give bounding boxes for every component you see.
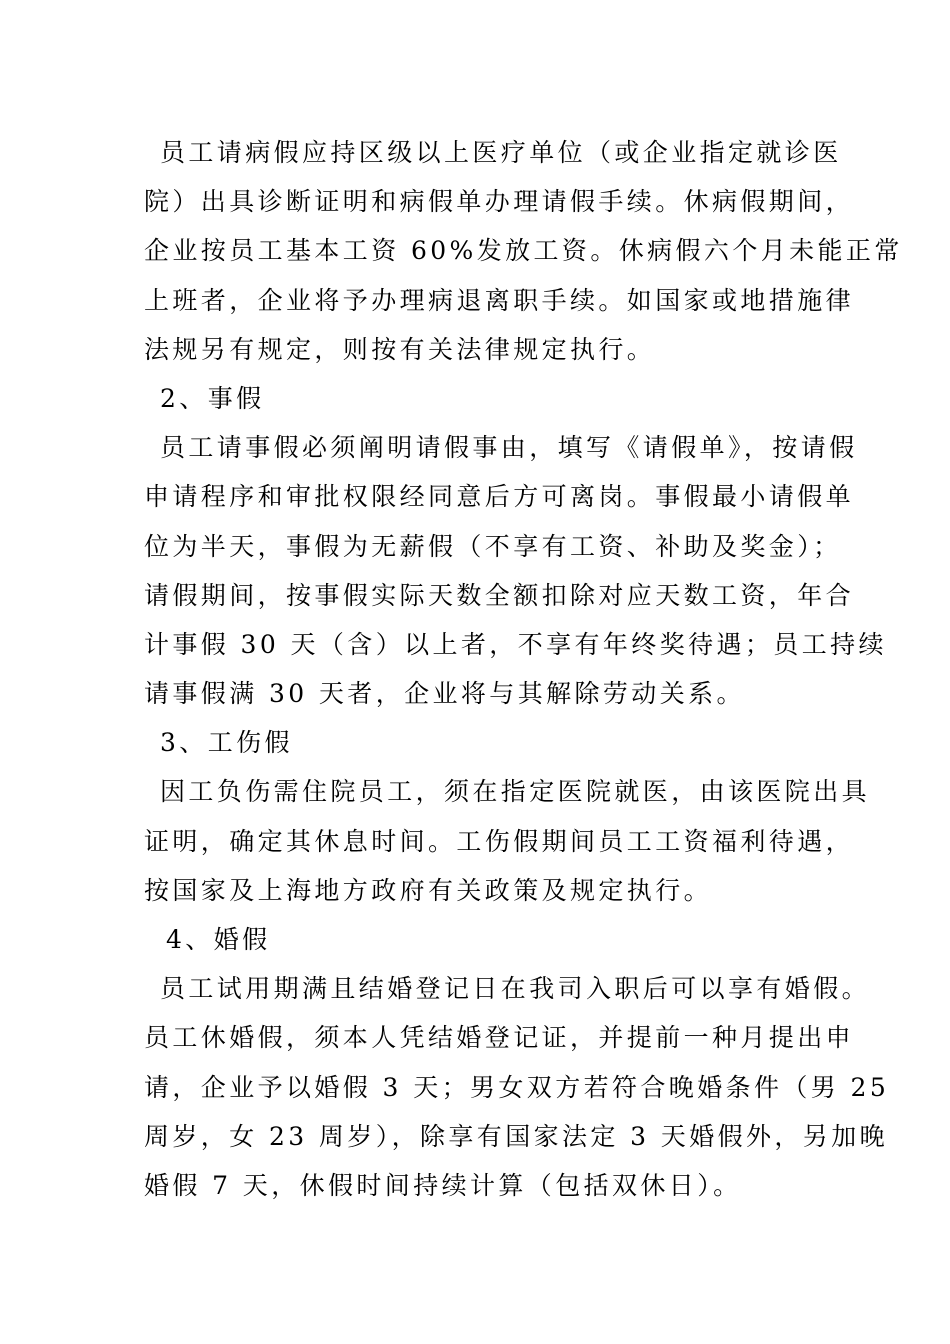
- paragraph-line: 法规另有规定，则按有关法律规定执行。: [144, 334, 656, 364]
- paragraph-line: 上班者，企业将予办理病退离职手续。如国家或地措施律: [144, 285, 855, 315]
- section-heading-work-injury-leave: 3、工伤假: [160, 728, 293, 758]
- paragraph-line: 员工休婚假，须本人凭结婚登记证，并提前一种月提出申: [144, 1023, 855, 1053]
- paragraph-line: 婚假 7 天，休假时间持续计算（包括双休日）。: [144, 1170, 742, 1200]
- paragraph-line: 企业按员工基本工资 60%发放工资。休病假六个月未能正常: [144, 236, 903, 266]
- paragraph-line: 员工请病假应持区级以上医疗单位（或企业指定就诊医: [160, 138, 842, 167]
- paragraph-line: 因工负伤需住院员工，须在指定医院就医，由该医院出具: [160, 777, 871, 807]
- paragraph-line: 证明，确定其休息时间。工伤假期间员工工资福利待遇，: [144, 826, 855, 856]
- paragraph-line: 计事假 30 天（含）以上者，不享有年终奖待遇；员工持续: [144, 629, 887, 659]
- paragraph-line: 申请程序和审批权限经同意后方可离岗。事假最小请假单: [144, 482, 855, 512]
- paragraph-line: 请假期间，按事假实际天数全额扣除对应天数工资，年合: [144, 580, 855, 610]
- paragraph-line: 院）出具诊断证明和病假单办理请假手续。休病假期间，: [144, 187, 855, 217]
- paragraph-line: 按国家及上海地方政府有关政策及规定执行。: [144, 875, 713, 905]
- paragraph-line: 员工试用期满且结婚登记日在我司入职后可以享有婚假。: [160, 974, 871, 1004]
- paragraph-line: 请事假满 30 天者，企业将与其解除劳动关系。: [144, 679, 745, 709]
- paragraph-line: 周岁，女 23 周岁），除享有国家法定 3 天婚假外，另加晚: [144, 1121, 889, 1151]
- section-heading-marriage-leave: 4、婚假: [166, 925, 271, 954]
- paragraph-line: 位为半天，事假为无薪假（不享有工资、补助及奖金）；: [144, 531, 842, 561]
- paragraph-line: 请，企业予以婚假 3 天；男女双方若符合晚婚条件（男 25: [144, 1072, 890, 1102]
- section-heading-personal-leave: 2、事假: [160, 383, 265, 413]
- document-body: [144, 128, 903, 1210]
- paragraph-line: 员工请事假必须阐明请假事由，填写《请假单》，按请假: [160, 433, 858, 463]
